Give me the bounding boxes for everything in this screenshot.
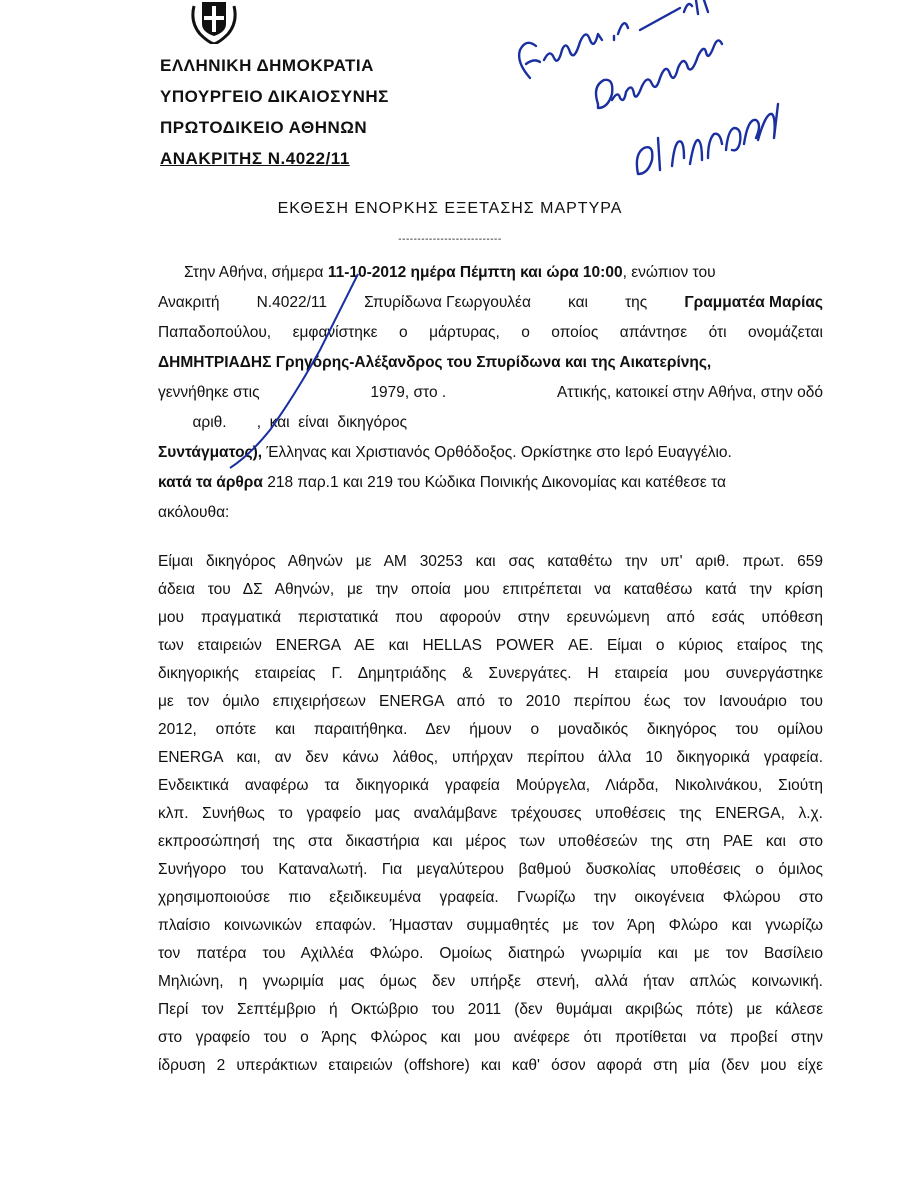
preamble-bold-text: 11-10-2012 ημέρα Πέμπτη και ώρα 10:00 [327,264,623,281]
testimony-line: τον πατέρα του Αχιλλέα Φλώρο. Ομοίως διατηρώ γνωριμία και με τον Βασίλειο [158,945,823,962]
preamble-text: ακόλουθα: [158,504,230,521]
preamble-text: Αττικής, κατοικεί στην Αθήνα, στην οδό [556,384,823,401]
preamble-text: ο [399,324,408,341]
testimony-line: Είμαι δικηγόρος Αθηνών με ΑΜ 30253 και σας καταθέτω την υπ' αριθ. πρωτ. 659 [158,553,823,570]
preamble-text: γεννήθηκε στις [158,384,260,401]
preamble-bold-text: ΔΗΜΗΤΡΙΑΔΗΣ Γρηγόρης-Αλέξανδρος του Σπυρίδωνα και της Αικατερίνης, [158,354,712,371]
preamble-bold-text: Συντάγματος), [158,444,263,461]
preamble-text: ο [521,324,530,341]
testimony-line: πλαίσιο κοινωνικών επαφών. Ήμασταν συμμαθητές με τον Άρη Φλώρο και γνωρίζω [158,917,823,934]
title-separator: --------------------------- [398,234,502,245]
testimony-line: Ενδεικτικά αναφέρω τα δικηγορικά γραφεία Μούργελα, Λιάρδα, Νικολινάκου, Σιούτη [158,777,823,794]
preamble-line [158,498,823,528]
preamble-line [158,438,823,468]
preamble-text: Ανακριτή [158,294,220,311]
testimony-line: Μηλιώνη, η γνωριμία μας όμως δεν υπήρξε στενή, αλλά ήταν απλώς κοινωνική. [158,973,823,990]
preamble-text: Σπυρίδωνα Γεωργουλέα [364,294,531,311]
testimony-line: κλπ. Συνήθως το γραφείο μας αναλάμβανε τρέχουσες υποθέσεις της ENERGA, λ.χ. [158,805,823,822]
preamble-bold-text: κατά τα άρθρα [158,474,263,491]
testimony-line: χρησιμοποιούσε πιο εξειδικευμένα γραφεία. Γνωρίζω την οικογένεια Φλώρου στο [158,889,823,906]
testimony-body [158,548,823,1080]
preamble-text: 218 παρ.1 και 219 του Κώδικα Ποινικής Δικονομίας και κατέθεσε τα [262,474,726,491]
document-title: ΕΚΘΕΣΗ ΕΝΟΡΚΗΣ ΕΞΕΤΑΣΗΣ ΜΑΡΤΥΡΑ [277,200,623,217]
document-header [160,50,389,174]
testimony-line: άδεια του ΔΣ Αθηνών, με την οποία μου επιτρέπεται να καταθέσω κατά την κρίση [158,581,823,598]
preamble-text: της [625,294,648,311]
preamble-text: εμφανίστηκε [292,324,378,341]
preamble-text: μάρτυρας, [429,324,500,341]
testimony-line: στο γραφείο του ο Άρης Φλώρος και μου ανέφερε ότι προτίθεται να προβεί στην [158,1029,823,1046]
testimony-line: των εταιρειών ENERGA ΑΕ και HELLAS POWER ΑΕ. Είμαι ο κύριος εταίρος της [158,637,823,654]
preamble-paragraph [158,258,823,528]
preamble-text: 1979, στο . [370,384,447,401]
header-investigator: ΑΝΑΚΡΙΤΗΣ Ν.4022/11 [160,149,350,168]
testimony-line: ENERGA και, αν δεν κάνω λάθος, υπήρχαν περίπου άλλα 10 δικηγορικά γραφεία. [158,749,823,766]
testimony-line: με τον όμιλο επιχειρήσεων ENERGA από το 2010 περίπου έως τον Ιανουάριο του [158,693,823,710]
preamble-text: ότι [708,324,727,341]
preamble-text: Στην Αθήνα, σήμερα [184,264,328,281]
greek-coat-of-arms-icon [188,0,240,44]
preamble-text: οποίος [551,324,599,341]
preamble-bold-text: Γραμματέα Μαρίας [684,294,823,311]
preamble-text: ονομάζεται [748,324,823,341]
preamble-line [158,288,823,318]
handwritten-annotation [490,0,890,210]
preamble-line [158,378,823,408]
testimony-line: Περί τον Σεπτέμβριο ή Οκτώβριο του 2011 (δεν θυμάμαι ακριβώς πότε) με κάλεσε [158,1001,823,1018]
testimony-line: 2012, οπότε και παραιτήθηκα. Δεν ήμουν ο μοναδικός δικηγόρος του ομίλου [158,721,823,738]
preamble-text: και [568,294,588,311]
preamble-line [158,318,823,348]
testimony-line: ίδρυση 2 υπεράκτιων εταιρειών (offshore) και καθ' όσον αφορά στη μία (δεν μου είχε [158,1057,823,1074]
preamble-line [158,408,823,438]
header-court: ΠΡΩΤΟΔΙΚΕΙΟ ΑΘΗΝΩΝ [160,118,368,137]
testimony-line: μου πραγματικά περιστατικά που αφορούν στην ερευνώμενη από εσάς υπόθεση [158,609,823,626]
header-ministry: ΥΠΟΥΡΓΕΙΟ ΔΙΚΑΙΟΣΥΝΗΣ [160,87,389,106]
preamble-text: απάντησε [619,324,688,341]
preamble-text: , ενώπιον του [622,264,716,281]
header-country: ΕΛΛΗΝΙΚΗ ΔΗΜΟΚΡΑΤΙΑ [160,56,374,75]
preamble-text: Έλληνας και Χριστιανός Ορθόδοξος. Ορκίστηκε στο Ιερό Ευαγγέλιο. [262,444,732,461]
preamble-line [158,468,823,498]
testimony-line: Συνήγορο του Καταναλωτή. Για μεγαλύτερου βαθμού δυσκολίας υποθέσεις ο όμιλος [158,861,823,878]
preamble-text: Παπαδοπούλου, [158,324,272,341]
preamble-line [158,258,823,288]
preamble-text: αριθ. , και είναι δικηγόρος [158,414,408,431]
testimony-line: δικηγορικής εταιρείας Γ. Δημητριάδης & Συνεργάτες. Η εταιρεία μου συνεργάστηκε [158,665,823,682]
preamble-text: Ν.4022/11 [256,294,327,311]
preamble-line [158,348,823,378]
testimony-line: εκπροσώπησή της στα δικαστήρια και μέρος των υποθέσεών της στη ΡΑΕ και στο [158,833,823,850]
